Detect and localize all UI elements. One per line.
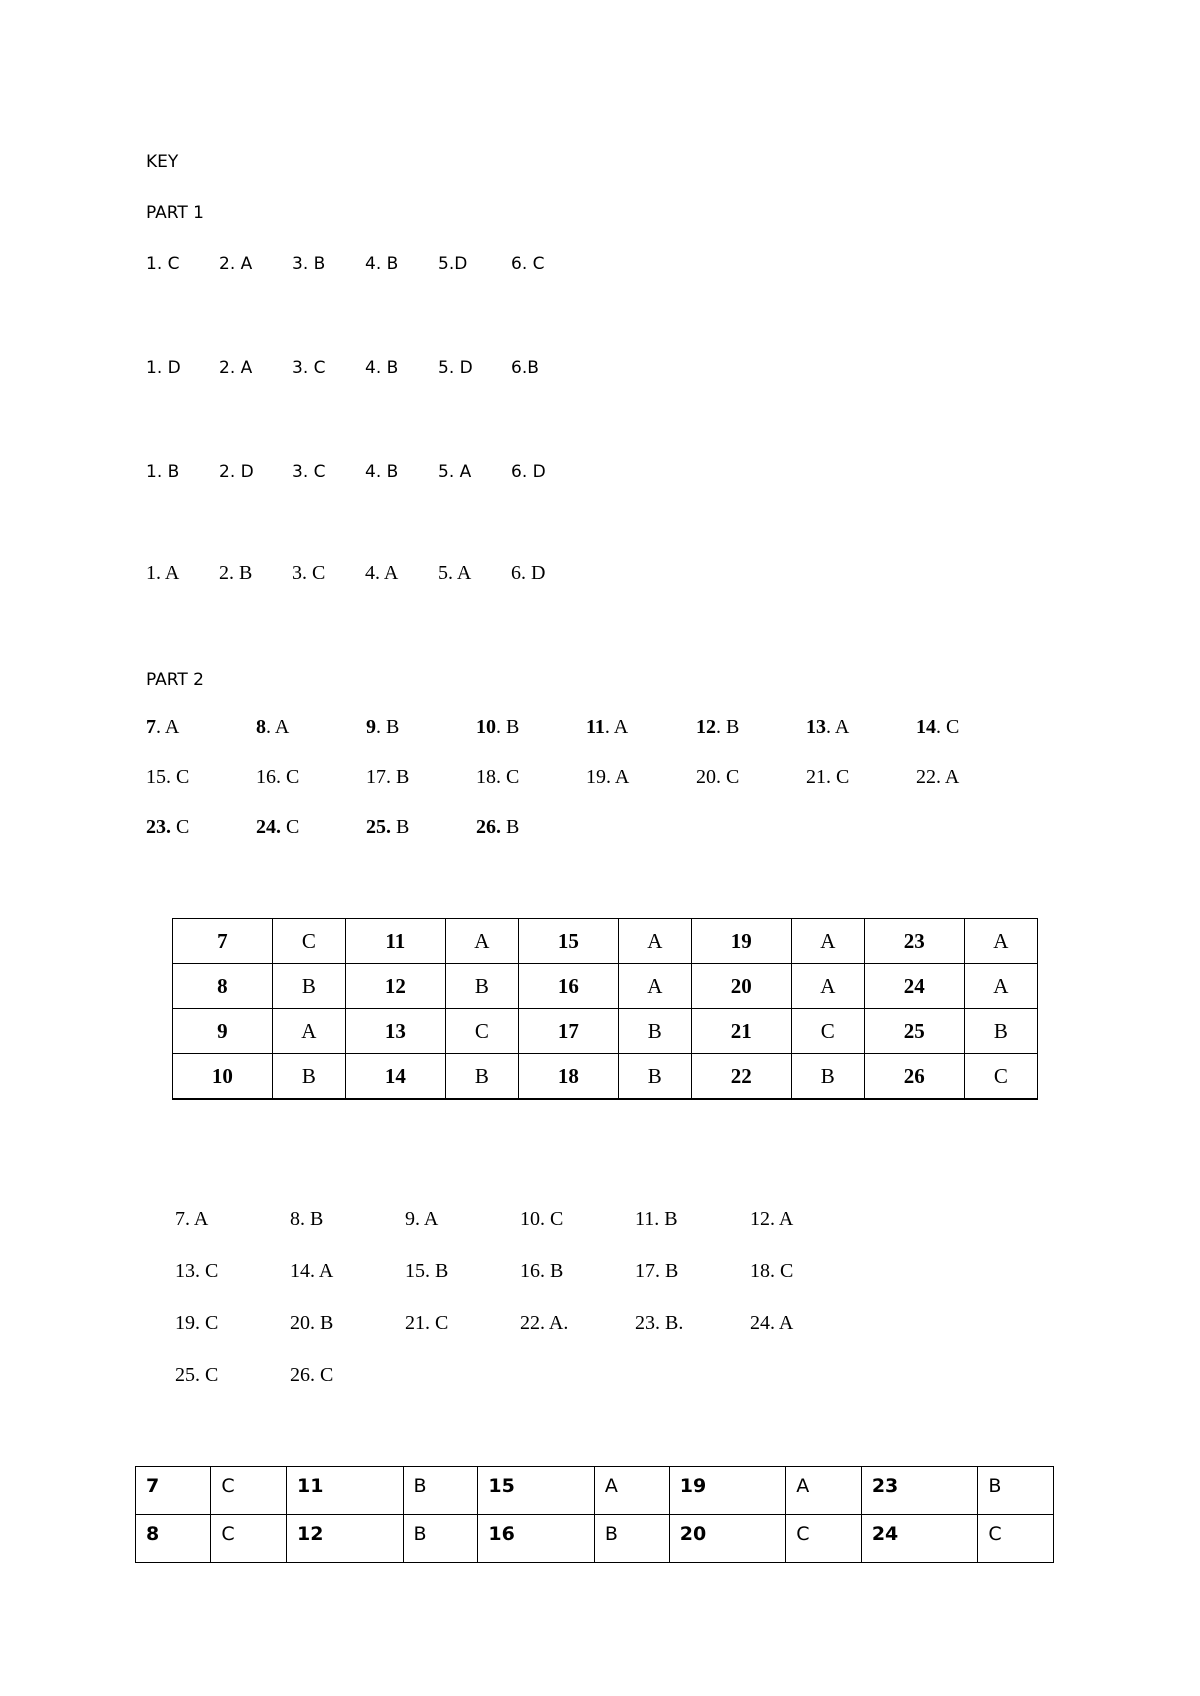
answer-cell: A bbox=[445, 919, 518, 964]
part2-row bbox=[146, 716, 1046, 744]
question-number-cell: 22 bbox=[691, 1054, 791, 1100]
answer-item bbox=[256, 816, 299, 839]
part1-row bbox=[146, 254, 646, 280]
answer-cell: B bbox=[618, 1009, 691, 1054]
answer-item: 12. A bbox=[750, 1208, 794, 1230]
answer-item bbox=[366, 716, 399, 739]
question-number: 12 bbox=[696, 716, 716, 738]
answer-item bbox=[256, 766, 299, 789]
answer-item: 5. A bbox=[438, 462, 472, 482]
answer-item bbox=[146, 766, 189, 789]
answer-cell: B bbox=[791, 1054, 864, 1100]
answer-cell: B bbox=[272, 964, 345, 1009]
question-number: 9 bbox=[366, 716, 376, 738]
answer-cell: A bbox=[272, 1009, 345, 1054]
answer-item: 6. D bbox=[511, 562, 546, 584]
answer-cell: C bbox=[978, 1515, 1054, 1563]
answer-item: 23. B. bbox=[635, 1312, 684, 1334]
answer-item bbox=[586, 716, 628, 739]
question-number-cell: 18 bbox=[518, 1054, 618, 1100]
answer-item: 1. A bbox=[146, 562, 180, 584]
question-number-cell: 8 bbox=[136, 1515, 211, 1563]
answer-cell: A bbox=[618, 964, 691, 1009]
answer-letter: . B bbox=[376, 716, 400, 738]
answer-cell: A bbox=[786, 1467, 862, 1515]
question-number-cell: 12 bbox=[286, 1515, 403, 1563]
answer-letter: B bbox=[391, 816, 410, 838]
answer-cell: C bbox=[211, 1515, 287, 1563]
question-number-cell: 11 bbox=[286, 1467, 403, 1515]
answer-item: 3. B bbox=[292, 254, 326, 274]
question-number-cell: 13 bbox=[345, 1009, 445, 1054]
question-number: 15. C bbox=[146, 766, 190, 788]
answer-item: 8. B bbox=[290, 1208, 324, 1230]
answer-cell: B bbox=[403, 1515, 478, 1563]
answer-item bbox=[696, 766, 739, 789]
question-number: 24. bbox=[256, 816, 281, 838]
table-row bbox=[136, 1467, 1054, 1515]
question-number-cell: 11 bbox=[345, 919, 445, 964]
answer-item: 4. B bbox=[365, 358, 399, 378]
question-number: 26. bbox=[476, 816, 501, 838]
question-number-cell: 16 bbox=[518, 964, 618, 1009]
answer-item: 7. A bbox=[175, 1208, 209, 1230]
answer-cell: B bbox=[445, 1054, 518, 1100]
question-number: 8 bbox=[256, 716, 266, 738]
question-number-cell: 19 bbox=[691, 919, 791, 964]
list2-row bbox=[175, 1260, 875, 1288]
answer-item: 19. C bbox=[175, 1312, 219, 1334]
part2-row bbox=[146, 766, 1046, 794]
answer-cell: C bbox=[964, 1054, 1037, 1100]
answer-item: 13. C bbox=[175, 1260, 219, 1282]
answer-item: 1. B bbox=[146, 462, 180, 482]
answer-letter: C bbox=[171, 816, 190, 838]
answer-item: 6. D bbox=[511, 462, 546, 482]
question-number-cell: 25 bbox=[864, 1009, 964, 1054]
question-number-cell: 17 bbox=[518, 1009, 618, 1054]
answer-item: 1. C bbox=[146, 254, 180, 274]
answer-letter: . B bbox=[496, 716, 520, 738]
list2-row bbox=[175, 1364, 875, 1392]
key-title: KEY bbox=[146, 152, 179, 172]
answer-cell: A bbox=[594, 1467, 669, 1515]
question-number: 22. A bbox=[916, 766, 960, 788]
answer-item bbox=[806, 766, 849, 789]
answer-item: 2. A bbox=[219, 358, 253, 378]
question-number: 14 bbox=[916, 716, 936, 738]
answer-letter: . C bbox=[936, 716, 960, 738]
answer-item bbox=[366, 816, 409, 839]
question-number: 25. bbox=[366, 816, 391, 838]
answer-item: 2. D bbox=[219, 462, 254, 482]
answer-table-2 bbox=[135, 1466, 1054, 1563]
answer-letter: B bbox=[501, 816, 520, 838]
answer-item: 18. C bbox=[750, 1260, 794, 1282]
answer-item bbox=[806, 716, 849, 739]
question-number: 17. B bbox=[366, 766, 410, 788]
answer-item bbox=[146, 816, 189, 839]
answer-item: 14. A bbox=[290, 1260, 334, 1282]
answer-cell: C bbox=[445, 1009, 518, 1054]
answer-letter: . B bbox=[716, 716, 740, 738]
answer-item bbox=[476, 816, 519, 839]
table-row bbox=[173, 1054, 1038, 1100]
question-number-cell: 9 bbox=[173, 1009, 273, 1054]
answer-item: 11. B bbox=[635, 1208, 678, 1230]
question-number-cell: 26 bbox=[864, 1054, 964, 1100]
answer-letter: C bbox=[281, 816, 300, 838]
answer-cell: A bbox=[791, 964, 864, 1009]
answer-cell: B bbox=[403, 1467, 478, 1515]
question-number: 13 bbox=[806, 716, 826, 738]
answer-item: 5.D bbox=[438, 254, 468, 274]
table-row bbox=[173, 919, 1038, 964]
question-number-cell: 21 bbox=[691, 1009, 791, 1054]
table-row bbox=[136, 1515, 1054, 1563]
answer-item: 9. A bbox=[405, 1208, 439, 1230]
answer-item: 5. D bbox=[438, 358, 473, 378]
question-number-cell: 24 bbox=[864, 964, 964, 1009]
answer-item bbox=[916, 766, 959, 789]
answer-item: 21. C bbox=[405, 1312, 449, 1334]
answer-item bbox=[696, 716, 739, 739]
answer-cell: A bbox=[618, 919, 691, 964]
answer-item: 16. B bbox=[520, 1260, 564, 1282]
table-row bbox=[173, 1009, 1038, 1054]
question-number-cell: 12 bbox=[345, 964, 445, 1009]
question-number-cell: 24 bbox=[861, 1515, 978, 1563]
answer-item: 25. C bbox=[175, 1364, 219, 1386]
answer-letter: . A bbox=[266, 716, 290, 738]
answer-letter: . A bbox=[826, 716, 850, 738]
answer-table-1 bbox=[172, 918, 1038, 1100]
list2-row bbox=[175, 1208, 875, 1236]
answer-item bbox=[916, 716, 959, 739]
answer-item bbox=[476, 716, 519, 739]
answer-item bbox=[146, 716, 179, 739]
question-number-cell: 7 bbox=[136, 1467, 211, 1515]
question-number: 16. C bbox=[256, 766, 300, 788]
answer-item: 6.B bbox=[511, 358, 539, 378]
question-number: 11 bbox=[586, 716, 605, 738]
question-number: 10 bbox=[476, 716, 496, 738]
answer-cell: A bbox=[964, 919, 1037, 964]
question-number: 23. bbox=[146, 816, 171, 838]
answer-cell: A bbox=[791, 919, 864, 964]
answer-item: 2. B bbox=[219, 562, 253, 584]
part1-row bbox=[146, 358, 646, 384]
question-number-cell: 15 bbox=[478, 1467, 595, 1515]
part2-row bbox=[146, 816, 1046, 844]
answer-cell: B bbox=[272, 1054, 345, 1100]
question-number-cell: 15 bbox=[518, 919, 618, 964]
part1-row bbox=[146, 562, 646, 588]
question-number: 18. C bbox=[476, 766, 520, 788]
answer-item: 24. A bbox=[750, 1312, 794, 1334]
answer-item: 5. A bbox=[438, 562, 472, 584]
answer-item: 6. C bbox=[511, 254, 545, 274]
answer-cell: C bbox=[211, 1467, 287, 1515]
answer-letter: . A bbox=[156, 716, 180, 738]
answer-item: 22. A. bbox=[520, 1312, 569, 1334]
answer-cell: B bbox=[978, 1467, 1054, 1515]
question-number-cell: 23 bbox=[861, 1467, 978, 1515]
answer-item: 10. C bbox=[520, 1208, 564, 1230]
answer-item bbox=[586, 766, 629, 789]
question-number: 21. C bbox=[806, 766, 850, 788]
answer-cell: C bbox=[791, 1009, 864, 1054]
answer-item: 20. B bbox=[290, 1312, 334, 1334]
answer-item: 3. C bbox=[292, 358, 326, 378]
question-number-cell: 10 bbox=[173, 1054, 273, 1100]
answer-item: 2. A bbox=[219, 254, 253, 274]
answer-item bbox=[366, 766, 409, 789]
question-number-cell: 23 bbox=[864, 919, 964, 964]
list2-row bbox=[175, 1312, 875, 1340]
answer-item: 4. B bbox=[365, 254, 399, 274]
answer-cell: C bbox=[272, 919, 345, 964]
question-number-cell: 19 bbox=[669, 1467, 786, 1515]
answer-cell: B bbox=[594, 1515, 669, 1563]
answer-item: 15. B bbox=[405, 1260, 449, 1282]
part1-row bbox=[146, 462, 646, 488]
answer-letter: . A bbox=[604, 716, 629, 738]
answer-cell: A bbox=[964, 964, 1037, 1009]
answer-item bbox=[476, 766, 519, 789]
answer-item: 4. A bbox=[365, 562, 399, 584]
question-number: 7 bbox=[146, 716, 156, 738]
part1-heading: PART 1 bbox=[146, 203, 204, 223]
answer-cell: C bbox=[786, 1515, 862, 1563]
part2-heading: PART 2 bbox=[146, 670, 204, 690]
answer-item: 1. D bbox=[146, 358, 181, 378]
question-number-cell: 20 bbox=[669, 1515, 786, 1563]
answer-item: 26. C bbox=[290, 1364, 334, 1386]
question-number-cell: 20 bbox=[691, 964, 791, 1009]
question-number: 19. A bbox=[586, 766, 630, 788]
question-number-cell: 7 bbox=[173, 919, 273, 964]
answer-item bbox=[256, 716, 289, 739]
answer-cell: B bbox=[445, 964, 518, 1009]
question-number-cell: 14 bbox=[345, 1054, 445, 1100]
answer-item: 3. C bbox=[292, 462, 326, 482]
answer-item: 3. C bbox=[292, 562, 326, 584]
question-number-cell: 16 bbox=[478, 1515, 595, 1563]
answer-cell: B bbox=[618, 1054, 691, 1100]
answer-item: 4. B bbox=[365, 462, 399, 482]
answer-item: 17. B bbox=[635, 1260, 679, 1282]
table-row bbox=[173, 964, 1038, 1009]
question-number: 20. C bbox=[696, 766, 740, 788]
question-number-cell: 8 bbox=[173, 964, 273, 1009]
answer-cell: B bbox=[964, 1009, 1037, 1054]
